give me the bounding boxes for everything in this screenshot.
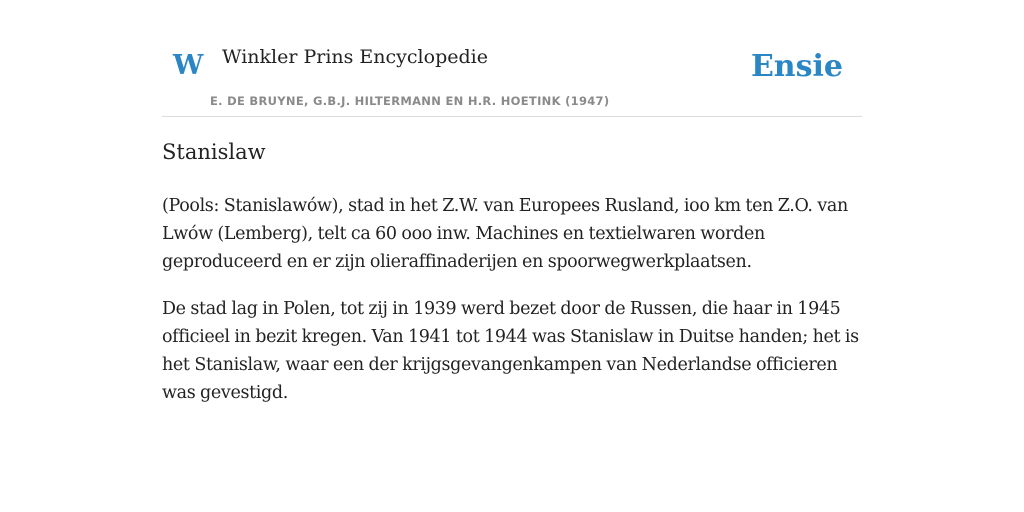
book-authors: E. DE BRUYNE, G.B.J. HILTERMANN EN H.R. HOETINK (1947): [210, 94, 610, 108]
entry-title: Stanislaw: [162, 140, 266, 164]
ensie-logo-link[interactable]: Ensie: [750, 49, 843, 84]
entry-paragraph: (Pools: Stanislawów), stad in het Z.W. van Europees Rusland, ioo km ten Z.O. van Lwów (Lemberg), telt ca 60 ooo inw. Machines en textielwaren worden geproduceerd en er zijn olieraffinaderijen en spoorwegwerkplaatsen.: [162, 196, 848, 272]
header: [162, 0, 862, 117]
book-title[interactable]: Winkler Prins Encyclopedie: [222, 46, 488, 68]
entry-paragraph: De stad lag in Polen, tot zij in 1939 werd bezet door de Russen, die haar in 1945 officieel in bezit kregen. Van 1941 tot 1944 was Stanislaw in Duitse handen; het is het Stanislaw, waar een der krijgsgevangenkampen van Nederlandse officieren was gevestigd.: [162, 299, 859, 403]
entry-body: [162, 192, 862, 426]
page: [162, 0, 862, 403]
logo-w-link[interactable]: W: [173, 50, 204, 81]
